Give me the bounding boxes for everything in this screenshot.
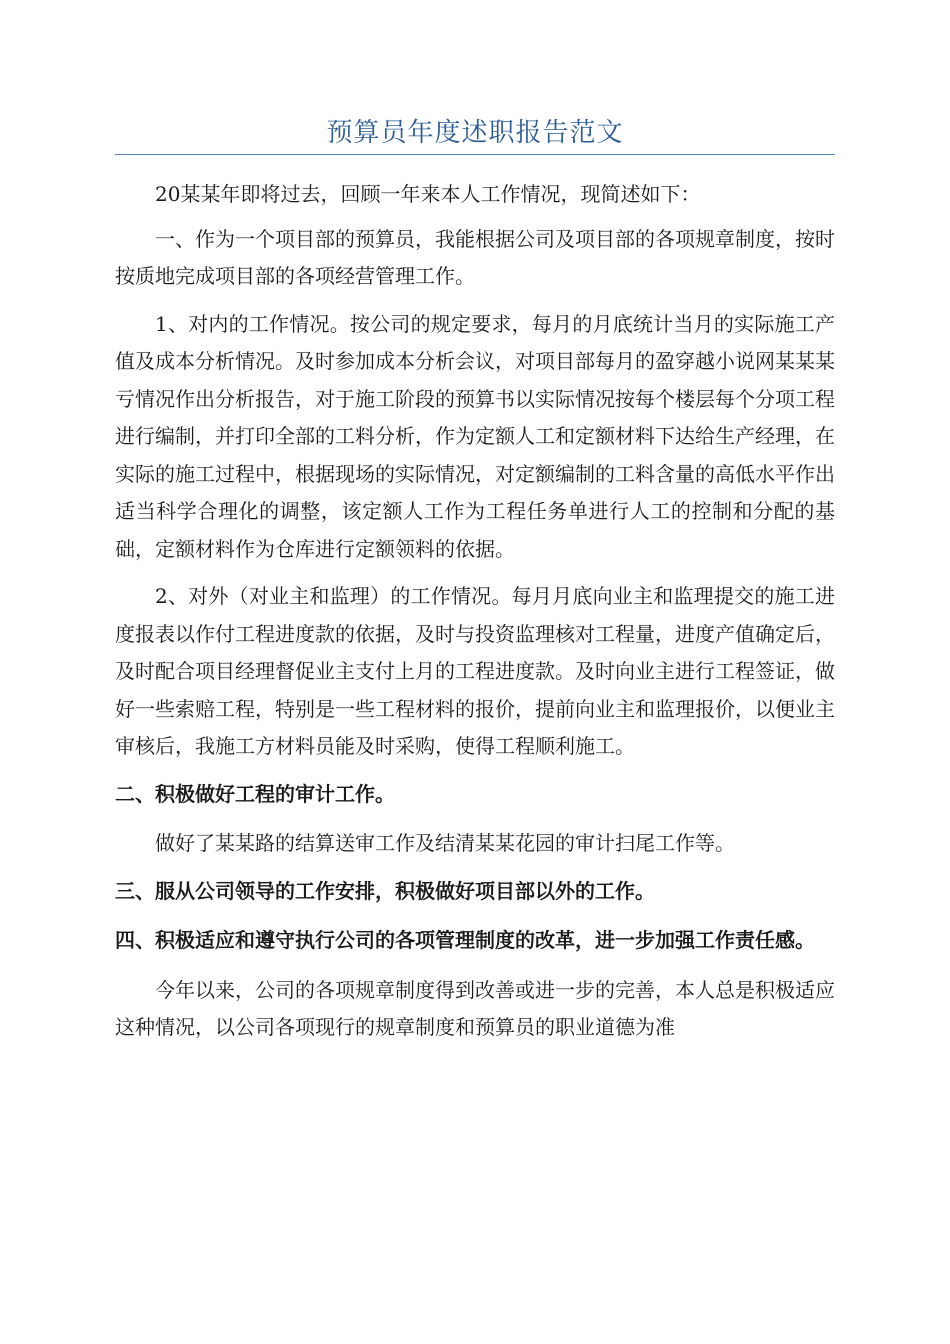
intro-paragraph: 20某某年即将过去，回顾一年来本人工作情况，现简述如下： — [155, 182, 701, 206]
section-four-heading: 四、积极适应和遵守执行公司的各项管理制度的改革，进一步加强工作责任感。 — [115, 928, 815, 952]
section-three-heading: 三、服从公司领导的工作安排，积极做好项目部以外的工作。 — [115, 878, 655, 903]
document-title: 预算员年度述职报告范文 — [326, 118, 624, 148]
external-work-paragraph: 2、对外（对业主和监理）的工作情况。每月月底向业主和监理提交的施工进度报表以作付工程进度款的依据，及时与投资监理核对工程量，进度产值确定后，及时配合项目经理督促业主支付上月的工程进度款。及时向业主进行工程签证，做好一些索赔工程，特别是一些工程材料的报价，提前向业主和监理报价，以便业主审核后，我施工方材料员能及时采购，使得工程顺利施工。 — [115, 584, 835, 758]
title-underline — [115, 154, 835, 155]
audit-paragraph: 做好了某某路的结算送审工作及结清某某花园的审计扫尾工作等。 — [155, 831, 735, 855]
document-body — [115, 176, 835, 1057]
section-two-heading: 二、积极做好工程的审计工作。 — [115, 781, 395, 806]
closing-paragraph: 今年以来，公司的各项规章制度得到改善或进一步的完善，本人总是积极适应这种情况，以公司各项现行的规章制度和预算员的职业道德为准 — [115, 977, 835, 1039]
internal-work-paragraph: 1、对内的工作情况。按公司的规定要求，每月的月底统计当月的实际施工产值及成本分析情况。及时参加成本分析会议，对项目部每月的盈穿越小说网某某某亏情况作出分析报告，对于施工阶段的预算书以实际情况按每个楼层每个分项工程进行编制，并打印全部的工料分析，作为定额人工和定额材料下达给生产经理，在实际的施工过程中，根据现场的实际情况，对定额编制的工料含量的高低水平作出适当科学合理化的调整，该定额人工作为工程任务单进行人工的控制和分配的基础，定额材料作为仓库进行定额领料的依据。 — [115, 311, 835, 561]
section-one-paragraph: 一、作为一个项目部的预算员，我能根据公司及项目部的各项规章制度，按时按质地完成项目部的各项经营管理工作。 — [115, 226, 835, 288]
